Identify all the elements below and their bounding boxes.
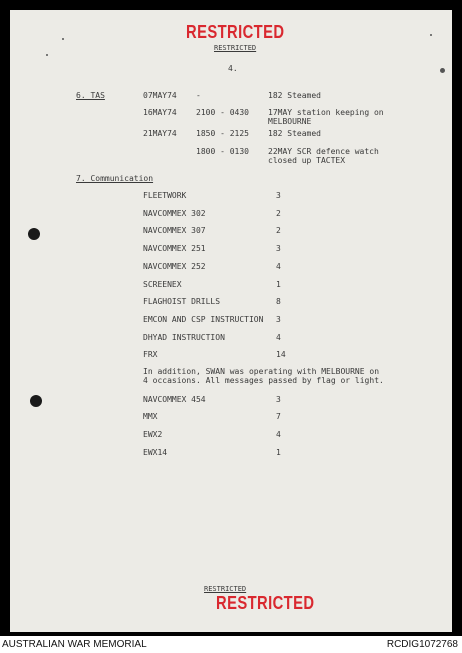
document-page <box>10 10 452 632</box>
tas-row-note: 182 Steamed <box>268 129 321 138</box>
comm-item-name: EMCON AND CSP INSTRUCTION <box>143 315 264 324</box>
restricted-stamp-top: RESTRICTED <box>186 22 285 42</box>
comm-item-value: 7 <box>276 412 281 421</box>
comm-note-line: 4 occasions. All messages passed by flag or light. <box>143 376 384 385</box>
tas-row-time: - <box>196 91 201 100</box>
comm-item-value: 3 <box>276 395 281 404</box>
tas-row-note: 182 Steamed <box>268 91 321 100</box>
punch-hole-top <box>28 228 40 240</box>
tas-row-time: 1850 - 2125 <box>196 129 249 138</box>
classification-footer: RESTRICTED <box>204 585 247 593</box>
classification-header: RESTRICTED <box>214 44 257 52</box>
tas-row-date: 21MAY74 <box>143 129 177 138</box>
comm-item-name: NAVCOMMEX 251 <box>143 244 206 253</box>
comm-item-value: 3 <box>276 244 281 253</box>
comm-item-name: DHYAD INSTRUCTION <box>143 333 225 342</box>
comm-item-name: FLAGHOIST DRILLS <box>143 297 221 306</box>
comm-item-name: EWX14 <box>143 448 168 457</box>
tas-row-date: 07MAY74 <box>143 91 177 100</box>
comm-note-line: In addition, SWAN was operating with MELBOURNE on <box>143 367 380 376</box>
paper-speck <box>46 54 48 56</box>
comm-item-value: 8 <box>276 297 281 306</box>
comm-item-name: NAVCOMMEX 454 <box>143 395 206 404</box>
comm-item-name: FLEETWORK <box>143 191 187 200</box>
comm-item-value: 2 <box>276 209 281 218</box>
comm-item-value: 2 <box>276 226 281 235</box>
record-id: RCDIG1072768 <box>386 639 458 650</box>
comm-item-name: NAVCOMMEX 252 <box>143 262 206 271</box>
tas-row-note-cont: MELBOURNE <box>268 117 312 126</box>
comm-item-value: 3 <box>276 315 281 324</box>
comm-item-name: NAVCOMMEX 302 <box>143 209 206 218</box>
comm-item-name: EWX2 <box>143 430 163 439</box>
tas-row-note: 17MAY station keeping on <box>268 108 384 117</box>
comm-item-name: MMX <box>143 412 158 421</box>
comm-item-name: FRX <box>143 350 158 359</box>
comm-item-value: 4 <box>276 333 281 342</box>
archive-name: AUSTRALIAN WAR MEMORIAL <box>2 639 147 650</box>
restricted-stamp-bottom: RESTRICTED <box>216 593 315 613</box>
comm-item-value: 14 <box>276 350 286 359</box>
tas-row-time: 2100 - 0430 <box>196 108 249 117</box>
comm-item-value: 4 <box>276 262 281 271</box>
section-7-heading: 7. Communication <box>76 174 154 183</box>
paper-speck <box>440 68 445 73</box>
comm-item-value: 1 <box>276 280 281 289</box>
archive-footer <box>0 636 462 653</box>
comm-item-value: 1 <box>276 448 281 457</box>
comm-item-name: NAVCOMMEX 307 <box>143 226 206 235</box>
punch-hole-bottom <box>30 395 42 407</box>
tas-row-time: 1800 - 0130 <box>196 147 249 156</box>
tas-row-note-cont: closed up TACTEX <box>268 156 346 165</box>
section-6-heading: 6. TAS <box>76 91 105 100</box>
paper-speck <box>430 34 432 36</box>
paper-speck <box>62 38 64 40</box>
comm-item-value: 4 <box>276 430 281 439</box>
tas-row-note: 22MAY SCR defence watch <box>268 147 379 156</box>
page-number: 4. <box>228 64 238 73</box>
comm-item-value: 3 <box>276 191 281 200</box>
tas-row-date: 16MAY74 <box>143 108 177 117</box>
comm-item-name: SCREENEX <box>143 280 182 289</box>
